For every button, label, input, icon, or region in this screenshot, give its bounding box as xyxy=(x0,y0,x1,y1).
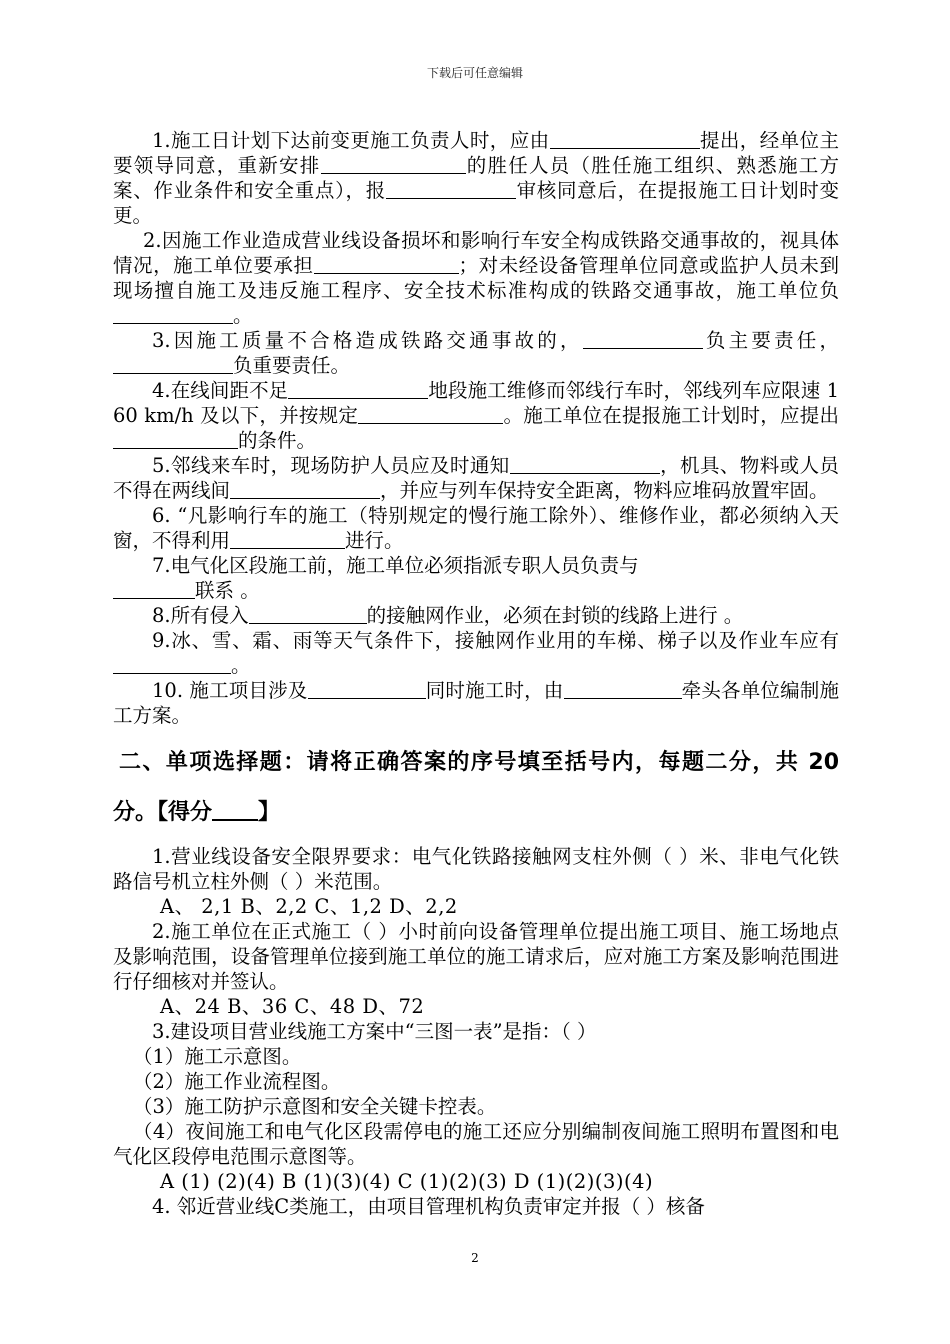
answer-blank xyxy=(288,379,428,399)
answer-blank xyxy=(308,679,426,699)
fill-question-10: 10. 施工项目涉及 同时施工时，由 牵头各单位编制施工方案。 xyxy=(113,679,839,727)
page-number: 2 xyxy=(471,1251,479,1265)
choice-options: A (1) (2)(4) B (1)(3)(4) C (1)(2)(3) D (1)(2)(3)(4) xyxy=(160,1170,654,1193)
fill-question-7: 7.电气化区段施工前，施工单位必须指派专职人员负责与 联系 。 xyxy=(113,553,839,603)
fill-question-2: 2.因施工作业造成营业线设备损坏和影响行车安全构成铁路交通事故的，视具体情况，施工单位要承担 ；对未经设备管理单位同意或监护人员未到现场擅自施工及违反施工程序、安全技术标准构成的铁路交通事故，施工单位负。 xyxy=(113,229,839,327)
answer-blank xyxy=(358,404,503,424)
choice-item: （4）夜间施工和电气化区段需停电的施工还应分别编制夜间施工照明布置图和电气化区段停电范围示意图等。 xyxy=(113,1120,839,1168)
choice-question-4: 4. 邻近营业线C类施工，由项目管理机构负责审定并报（ ）核备 xyxy=(152,1195,705,1218)
choice-options: A、 2,1 B、2,2 C、1,2 D、2,2 xyxy=(160,895,458,918)
score-blank xyxy=(212,797,258,821)
fill-question-5: 5.邻线来车时，现场防护人员应及时通知 ，机具、物料或人员不得在两线间 ，并应与列车保持安全距离，物料应堆码放置牢固。 xyxy=(113,454,839,502)
document-body xyxy=(113,128,839,1219)
answer-blank xyxy=(113,304,233,324)
section-2-heading: 二、单项选择题：请将正确答案的序号填至括号内，每题二分，共 20 分。【得分 】 xyxy=(113,750,839,825)
answer-blank xyxy=(386,179,516,199)
fill-question-4: 4.在线间距不足 地段施工维修而邻线行车时，邻线列车应限速 160 km/h 及以下，并按规定 。施工单位在提报施工计划时，应提出的条件。 xyxy=(113,379,839,452)
choice-item: （2）施工作业流程图。 xyxy=(133,1070,341,1093)
choice-item: （1）施工示意图。 xyxy=(133,1045,302,1068)
choice-question-3: 3.建设项目营业线施工方案中“三图一表”是指：（ ） xyxy=(152,1020,597,1043)
answer-blank xyxy=(113,579,195,599)
fill-question-6: 6. “凡影响行车的施工（特别规定的慢行施工除外）、维修作业，都必须纳入天窗，不得利用 进行。 xyxy=(113,504,839,552)
fill-question-8: 8.所有侵入 的接触网作业，必须在封锁的线路上进行 。 xyxy=(152,604,744,627)
answer-blank xyxy=(113,429,238,449)
fill-question-3: 3.因施工质量不合格造成铁路交通事故的， 负主要责任，负重要责任。 xyxy=(113,328,839,378)
answer-blank xyxy=(550,129,700,149)
answer-blank xyxy=(113,354,233,374)
answer-blank xyxy=(314,254,459,274)
answer-blank xyxy=(564,679,682,699)
choice-question-1: 1.营业线设备安全限界要求：电气化铁路接触网支柱外侧（ ）米、非电气化铁路信号机立柱外侧（ ）米范围。 xyxy=(113,845,839,893)
answer-blank xyxy=(249,604,367,624)
fill-question-1: 1.施工日计划下达前变更施工负责人时，应由 提出，经单位主要领导同意，重新安排 的胜任人员（胜任施工组织、熟悉施工方案、作业条件和安全重点），报 审核同意后，在提报施工日计划时变更。 xyxy=(113,129,839,227)
choice-options: A、24 B、36 C、48 D、72 xyxy=(160,995,425,1018)
answer-blank xyxy=(321,154,466,174)
page-header: 下载后可任意编辑 xyxy=(426,66,523,80)
fill-question-9: 9.冰、雪、霜、雨等天气条件下，接触网作业用的车梯、梯子以及作业车应有。 xyxy=(113,628,839,678)
answer-blank xyxy=(230,529,345,549)
choice-item: （3）施工防护示意图和安全关键卡控表。 xyxy=(133,1095,497,1118)
answer-blank xyxy=(230,479,380,499)
answer-blank xyxy=(583,329,703,349)
answer-blank xyxy=(510,454,660,474)
choice-question-2: 2.施工单位在正式施工（ ）小时前向设备管理单位提出施工项目、施工场地点及影响范围，设备管理单位接到施工单位的施工请求后，应对施工方案及影响范围进行仔细核对并签认。 xyxy=(113,920,839,993)
answer-blank xyxy=(113,654,231,674)
